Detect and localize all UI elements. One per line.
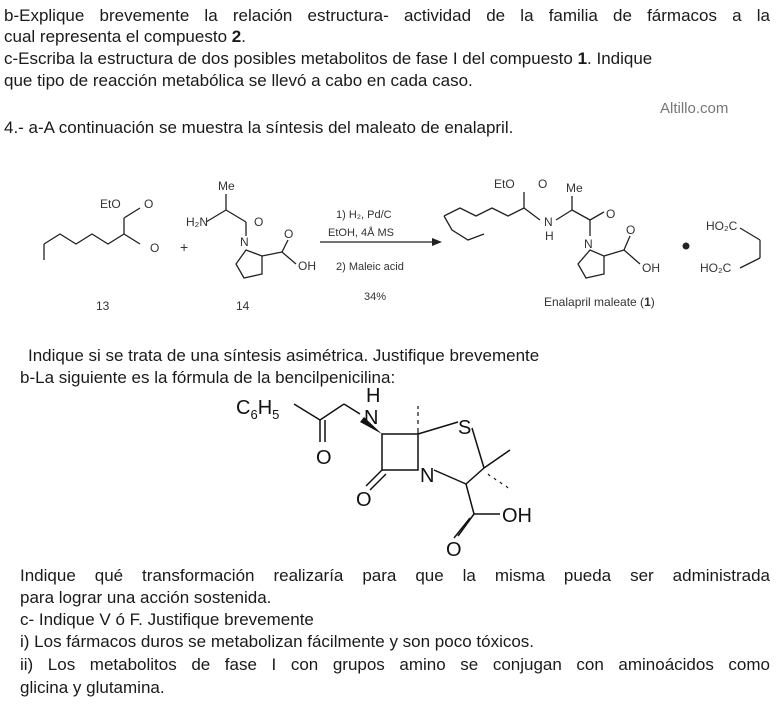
question-4a: 4.- a-A continuación se muestra la síntesis del maleato de enalapril. [4,118,514,137]
transformation-line1: Indique qué transformación realizaría para que la misma pueda ser administrada [20,566,770,585]
product-eto: EtO [494,177,515,191]
cmpd14-o2: O [284,227,294,241]
product-me: Me [566,181,583,195]
product-acid-co [624,236,630,250]
pen-o-amide: O [316,447,332,469]
cmpd14-h2n: H₂N [186,215,208,229]
enalapril-maleate-name: Enalapril maleate ( [544,295,645,309]
enalapril-maleate-label [544,295,655,309]
statement-i: i) Los fármacos duros se metabolizan fácilmente y son poco tóxicos. [20,632,535,651]
maleic-bond1 [740,228,760,240]
product-acid-oh [624,250,640,264]
pen-bond-ch2 [294,404,320,420]
pen-c6h5-c: C [236,397,251,419]
pen-methyl-1 [484,450,510,468]
question-c-line1-end: . Indique [587,49,653,68]
question-b-line1: b-Explique brevemente la relación estructura- actividad de la familia de fármacos a la [4,6,770,25]
product-pyrrolidine [578,250,604,278]
enalapril-synthesis-scheme [0,160,780,320]
salt-dot [683,243,690,250]
maleic-acid-top: HO₂C [706,219,738,233]
cmpd14-o1: O [254,215,264,229]
pen-bond-s-c [472,428,484,468]
product-nh-bond [524,208,540,220]
question-b-penicillin: b-La siguiente es la fórmula de la bencilpenicilina: [20,368,396,387]
condition-3: 2) Maleic acid [336,261,404,273]
pen-nh-n: N [364,407,379,429]
question-c-line1 [4,49,770,69]
question-c-line1-text: c-Escriba la estructura de dos posibles metabolitos de fase I del compuesto [4,49,578,68]
pen-c6h5-h: H [257,397,273,419]
pen-c6h5 [236,397,279,422]
compound-13-label: 13 [96,299,110,313]
enalapril-maleate-close: ) [650,295,655,309]
cmpd13-chain [44,234,140,244]
product-bond4 [572,210,590,220]
pen-oh: OH [502,505,532,527]
product-phenyl [444,216,484,240]
plus-sign: + [180,239,189,255]
question-c-vf: c- Indique V ó F. Justifique brevemente [20,610,314,629]
pen-bond-nh [344,404,360,414]
condition-2: EtOH, 4Å MS [328,227,395,239]
cmpd14-bond2 [226,210,246,222]
question-b-line2 [4,27,246,47]
pen-bond-amide [320,404,344,420]
compound-2-ref: 2 [231,27,242,46]
question-b-line2-text: cual representa el compuesto [4,27,232,46]
maleic-bond3 [740,258,760,268]
pen-o-lactam: O [356,489,372,511]
pen-nh-h: H [366,385,381,407]
question-b-line2-end: . [241,27,246,46]
cmpd14-n: N [240,235,249,249]
cmpd14-me: Me [218,179,235,193]
maleic-acid-bottom: HO₂C [700,261,732,275]
compound-14-label: 14 [236,299,250,313]
pen-s: S [458,417,472,439]
transformation-line2: para lograr una acción sostenida. [20,588,272,607]
product-co-bond [590,212,604,220]
cmpd13-eto: EtO [100,197,121,211]
pen-bond-cooh [466,484,474,514]
pen-bond-ring [466,468,484,484]
pen-lactam-co-2 [370,474,386,490]
product-bond3 [556,210,572,220]
condition-1: 1) H₂, Pd/C [336,209,392,221]
pen-n-ring: N [420,465,435,487]
pen-beta-lactam-ring [382,434,418,470]
pen-bond-cs [418,422,458,434]
statement-ii-line2: glicina y glutamina. [20,678,165,697]
cmpd14-bond1 [206,210,226,222]
product-chain [444,208,524,216]
product-o1: O [538,177,548,191]
pen-acid-co-1 [458,514,474,536]
asymmetric-question: Indique si se trata de una síntesis asimétrica. Justifique brevemente [28,346,540,365]
cmpd14-acid-bond [262,252,282,256]
cmpd14-oh: OH [298,259,316,273]
product-o3: O [626,223,636,237]
cmpd14-co-bond [282,240,288,252]
pen-hash-methyl-2 [488,474,508,488]
pen-o-acid: O [446,539,462,561]
product-o2: O [606,207,616,221]
cmpd13-o2: O [150,241,160,255]
yield: 34% [364,291,387,303]
product-nh-n: N [544,215,553,229]
compound-1-ref: 1 [577,49,588,68]
cmpd13-o1: O [144,197,154,211]
product-oh: OH [642,261,660,275]
pen-bond-n [434,470,466,484]
product-nh-h: H [545,229,554,243]
reaction-arrow-head [432,238,442,246]
cmpd14-pyrrolidine [236,250,262,278]
pen-lactam-co-1 [366,470,382,486]
pen-c6h5-6: 6 [250,407,258,422]
enalapril-maleate-num: 1 [644,295,651,309]
cmpd14-oh-bond [282,252,296,264]
product-acid-bond [604,250,624,256]
benzylpenicillin-structure [220,384,560,564]
pen-acid-co-2 [454,518,470,538]
question-c-line2: que tipo de reacción metabólica se llevó a cabo en cada caso. [4,71,473,90]
cmpd13-co-bond [124,208,140,218]
pen-c6h5-5: 5 [272,407,280,422]
product-n: N [584,237,593,251]
watermark: Altillo.com [660,100,729,117]
statement-ii-line1: ii) Los metabolitos de fase I con grupos amino se conjugan con aminoácidos como [20,655,770,674]
